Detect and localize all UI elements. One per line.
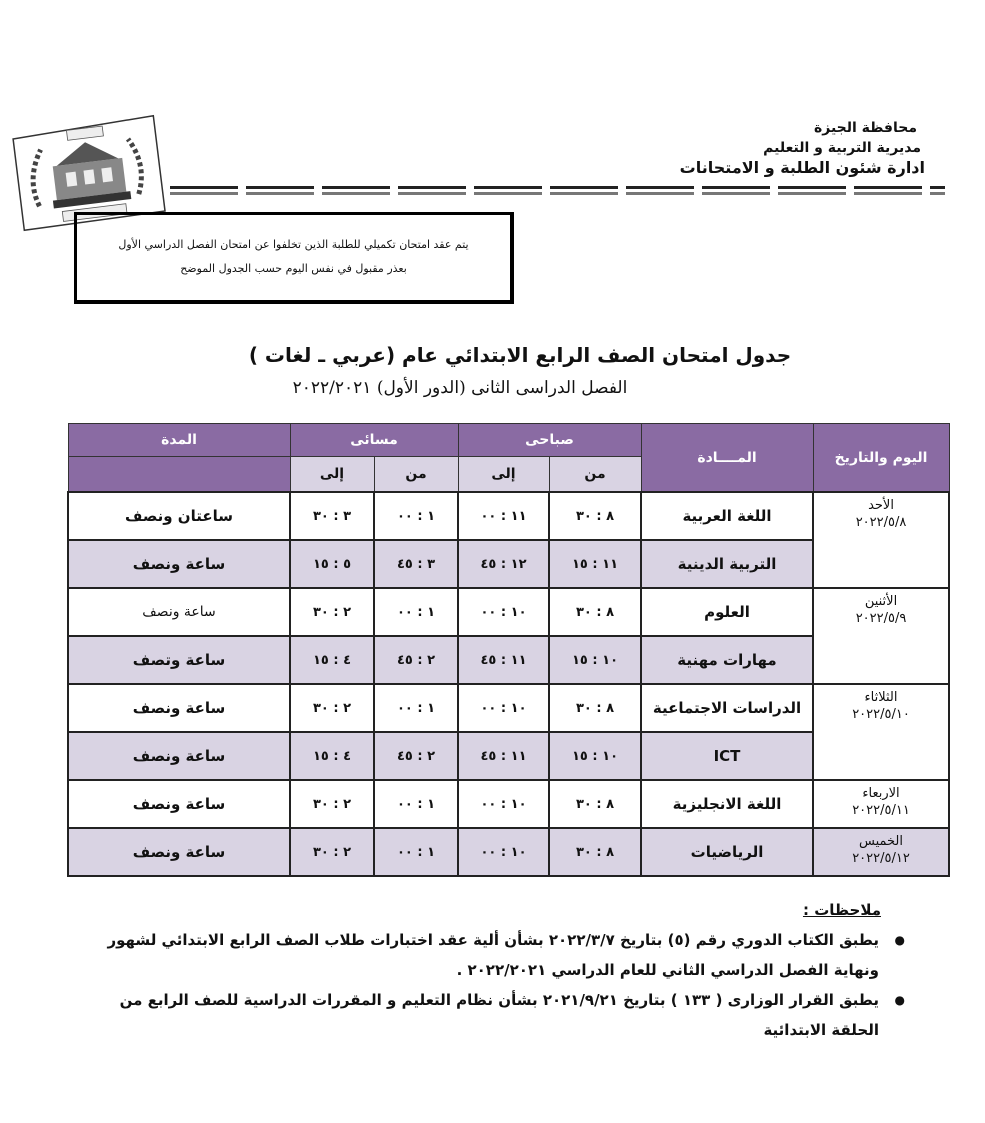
header-evening-from: من <box>374 457 458 493</box>
morning-to-cell: ١١ : ٤٥ <box>458 732 549 780</box>
notice-line-1: يتم عقد امتحان تكميلي للطلبة الذين تخلفوا عن امتحان الفصل الدراسي الأول <box>118 238 469 251</box>
subject-cell: ICT <box>641 732 813 780</box>
subject-cell: الدراسات الاجتماعية <box>641 684 813 732</box>
header-morning-to: إلى <box>458 457 549 493</box>
subject-cell: مهارات مهنية <box>641 636 813 684</box>
evening-to-cell: ٥ : ١٥ <box>290 540 374 588</box>
duration-cell: ساعة ونصف <box>68 780 290 828</box>
duration-cell: ساعتان ونصف <box>68 492 290 540</box>
header-evening: مسائى <box>290 424 458 457</box>
evening-to-cell: ٢ : ٣٠ <box>290 588 374 636</box>
table-row <box>68 588 949 636</box>
day-cell: الأحد ٢٠٢٢/٥/٨ <box>813 492 949 588</box>
morning-to-cell: ١٠ : ٠٠ <box>458 684 549 732</box>
directorate-name: مديرية التربية و التعليم <box>763 140 921 156</box>
table-row <box>68 684 949 732</box>
duration-cell: ساعة ونصف <box>68 588 290 636</box>
table-row <box>68 780 949 828</box>
evening-from-cell: ١ : ٠٠ <box>374 780 458 828</box>
note-text: يطبق القرار الوزارى ( ١٣٣ ) بتاريخ ٢٠٢١/٩/٢١ بشأن نظام التعليم و المقررات الدراسية للصف الرابع من الحلقة الابتدائية <box>119 991 879 1039</box>
morning-from-cell: ١١ : ١٥ <box>549 540 641 588</box>
notes-list <box>78 925 905 1045</box>
table-row <box>68 828 949 876</box>
evening-from-cell: ١ : ٠٠ <box>374 588 458 636</box>
morning-to-cell: ١٠ : ٠٠ <box>458 780 549 828</box>
subject-cell: التربية الدينية <box>641 540 813 588</box>
duration-cell: ساعة ونصف <box>68 684 290 732</box>
evening-to-cell: ٣ : ٣٠ <box>290 492 374 540</box>
evening-to-cell: ٢ : ٣٠ <box>290 684 374 732</box>
morning-from-cell: ٨ : ٣٠ <box>549 780 641 828</box>
page-title: جدول امتحان الصف الرابع الابتدائي عام (عربي ـ لغات ) <box>248 343 792 367</box>
evening-to-cell: ٢ : ٣٠ <box>290 828 374 876</box>
day-cell: الاربعاء ٢٠٢٢/٥/١١ <box>813 780 949 828</box>
subject-cell: اللغة العربية <box>641 492 813 540</box>
evening-to-cell: ٤ : ١٥ <box>290 636 374 684</box>
table-row <box>68 492 949 540</box>
day-cell: الأثنين ٢٠٢٢/٥/٩ <box>813 588 949 684</box>
morning-from-cell: ٨ : ٣٠ <box>549 492 641 540</box>
duration-cell: ساعة ونصف <box>68 828 290 876</box>
morning-from-cell: ٨ : ٣٠ <box>549 828 641 876</box>
list-item <box>78 925 905 985</box>
morning-from-cell: ١٠ : ١٥ <box>549 732 641 780</box>
duration-cell: ساعة وتصف <box>68 636 290 684</box>
page-subtitle: الفصل الدراسى الثانى (الدور الأول) ٢٠٢٢/٢٠٢١ <box>292 378 628 398</box>
evening-from-cell: ٣ : ٤٥ <box>374 540 458 588</box>
duration-cell: ساعة ونصف <box>68 732 290 780</box>
morning-from-cell: ١٠ : ١٥ <box>549 636 641 684</box>
duration-cell: ساعة ونصف <box>68 540 290 588</box>
morning-to-cell: ١٠ : ٠٠ <box>458 828 549 876</box>
morning-from-cell: ٨ : ٣٠ <box>549 588 641 636</box>
subject-cell: اللغة الانجليزية <box>641 780 813 828</box>
evening-to-cell: ٢ : ٣٠ <box>290 780 374 828</box>
header-duration-blank <box>68 457 290 493</box>
header-day-date: اليوم والتاريخ <box>813 424 949 493</box>
governorate-name: محافظة الجيزة <box>813 120 917 136</box>
bullet-icon: ● <box>894 993 905 1007</box>
department-name: ادارة شئون الطلبة و الامتحانات <box>679 158 925 177</box>
header-morning-from: من <box>549 457 641 493</box>
header-morning: صباحى <box>458 424 641 457</box>
evening-to-cell: ٤ : ١٥ <box>290 732 374 780</box>
header-subject: المــــادة <box>641 424 813 493</box>
subject-cell: العلوم <box>641 588 813 636</box>
morning-to-cell: ١١ : ٤٥ <box>458 636 549 684</box>
evening-from-cell: ٢ : ٤٥ <box>374 636 458 684</box>
makeup-exam-notice <box>74 212 514 304</box>
list-item <box>78 985 905 1045</box>
note-text: يطبق الكتاب الدوري رقم (٥) بتاريخ ٢٠٢٢/٣/٧ بشأن ألية عقد اختبارات طلاب الصف الرابع الابتدائي لشهور ونهاية الفصل الدراسي الثاني للعام الدراسي ٢٠٢٢/٢٠٢١ . <box>107 931 879 979</box>
morning-to-cell: ١٢ : ٤٥ <box>458 540 549 588</box>
notice-line-2: بعذر مقبول في نفس اليوم حسب الجدول الموضح <box>180 262 407 275</box>
bullet-icon: ● <box>894 933 905 947</box>
header-divider <box>170 186 945 198</box>
day-cell: الثلاثاء ٢٠٢٢/٥/١٠ <box>813 684 949 780</box>
directorate-header <box>680 118 925 178</box>
header-duration: المدة <box>68 424 290 457</box>
evening-from-cell: ١ : ٠٠ <box>374 828 458 876</box>
evening-from-cell: ١ : ٠٠ <box>374 684 458 732</box>
exam-schedule-table <box>67 423 950 877</box>
subject-cell: الرياضيات <box>641 828 813 876</box>
header-evening-to: إلى <box>290 457 374 493</box>
evening-from-cell: ١ : ٠٠ <box>374 492 458 540</box>
notes-title: ملاحظات : <box>802 901 881 919</box>
morning-to-cell: ١١ : ٠٠ <box>458 492 549 540</box>
evening-from-cell: ٢ : ٤٥ <box>374 732 458 780</box>
morning-to-cell: ١٠ : ٠٠ <box>458 588 549 636</box>
day-cell: الخميس ٢٠٢٢/٥/١٢ <box>813 828 949 876</box>
morning-from-cell: ٨ : ٣٠ <box>549 684 641 732</box>
